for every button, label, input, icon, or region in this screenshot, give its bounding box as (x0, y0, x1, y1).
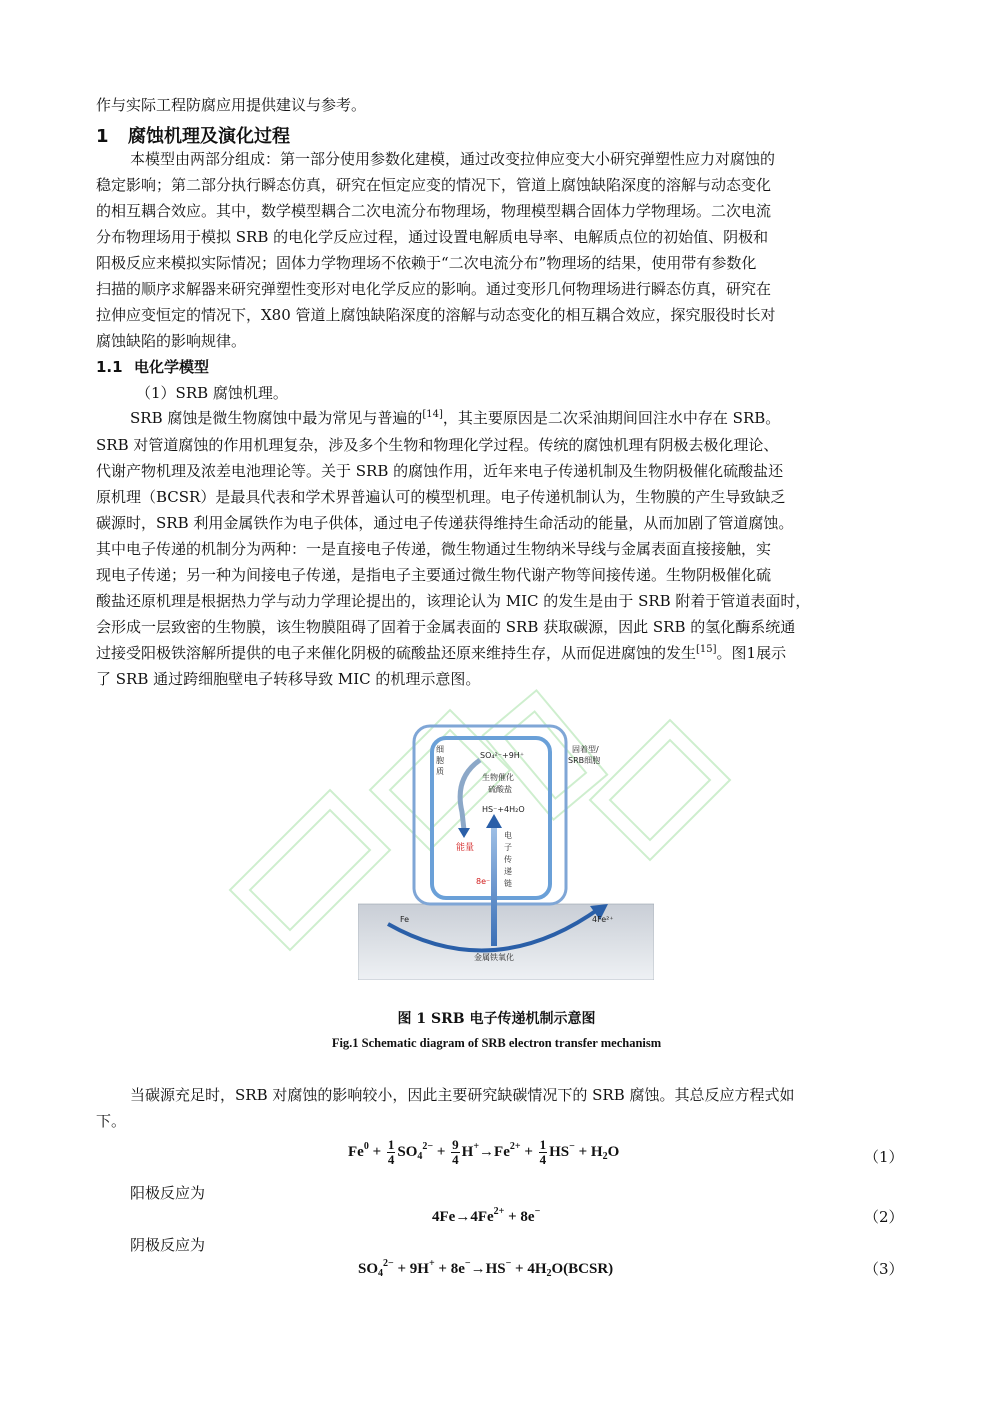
eq-term: 4Fe (470, 1209, 494, 1225)
equation-3-number: （3） (864, 1260, 904, 1278)
text-span: SRB 腐蚀是微生物腐蚀中最为常见与普遍的 (130, 409, 423, 427)
label-srb-cell-2: SRB细胞 (568, 756, 601, 765)
text-line: 阴极反应为 (130, 1236, 206, 1254)
text-line: 碳源时，SRB 利用金属铁作为电子供体，通过电子传递获得维持生命活动的能量，从而加剧了管道腐蚀。 (96, 514, 794, 532)
subsection-number: 1.1 (96, 358, 123, 376)
label-cytoplasm-3: 质 (436, 767, 444, 776)
text-span: 。图1展示 (716, 644, 787, 662)
section-number: 1 (96, 126, 109, 147)
list-item: （1）SRB 腐蚀机理。 (136, 384, 288, 402)
text-line: 当碳源充足时，SRB 对腐蚀的影响较小，因此主要研究缺碳情况下的 SRB 腐蚀。其总反应方程式如 (130, 1086, 795, 1104)
label-chain-2: 子 (504, 843, 512, 852)
text-span: ，其主要原因是二次采油期间回注水中存在 SRB。 (442, 409, 781, 427)
section-title: 腐蚀机理及演化过程 (128, 126, 290, 147)
text-line: 稳定影响；第二部分执行瞬态仿真，研究在恒定应变的情况下，管道上腐蚀缺陷深度的溶解与动态变化 (96, 176, 772, 194)
text-line: 分布物理场用于模拟 SRB 的电化学反应过程，通过设置电解质电导率、电解质点位的初始值、阴极和 (96, 228, 769, 246)
eq-sup: − (534, 1206, 541, 1217)
text-line: 其中电子传递的机制分为两种：一是直接电子传递，微生物通过生物纳米导线与金属表面直接接触，实 (96, 540, 772, 558)
text-line: 代谢产物机理及浓差电池理论等。关于 SRB 的腐蚀作用，近年来电子传递机制及生物阴极催化硫酸盐还 (96, 462, 784, 480)
citation: [14] (422, 409, 443, 420)
section-heading (96, 122, 290, 148)
equation-2 (432, 1206, 540, 1226)
text-line: 阳极反应来模拟实际情况；固体力学物理场不依赖于“二次电流分布”物理场的结果，使用带有参数化 (96, 254, 757, 272)
label-chain-1: 电 (504, 831, 512, 840)
text-line (96, 640, 896, 666)
text-line: 原机理（BCSR）是最具代表和学术界普遍认可的模型机理。电子传递机制认为，生物膜的产生导致缺乏 (96, 488, 786, 506)
text-line: 现电子传递；另一种为间接电子传递，是指电子主要通过微生物代谢产物等间接传递。生物阴极催化硫 (96, 566, 772, 584)
eq-sup: 2+ (493, 1206, 505, 1217)
subsection-heading (96, 356, 209, 377)
label-cytoplasm-2: 胞 (436, 756, 444, 765)
label-bio-catalysis-1: 生物催化 (482, 773, 514, 782)
label-srb-cell-1: 固着型/ (572, 745, 599, 754)
label-fe: Fe (400, 915, 410, 924)
label-bio-catalysis-2: 硫酸盐 (488, 785, 512, 794)
label-iron-oxidation: 金属铁氧化 (474, 953, 514, 962)
text-line: 下。 (96, 1112, 127, 1130)
label-8e: 8e⁻ (476, 877, 491, 886)
text-line: 作与实际工程防腐应用提供建议与参考。 (96, 96, 367, 114)
text-line: 了 SRB 通过跨细胞壁电子转移导致 MIC 的机理示意图。 (96, 670, 481, 688)
label-hs: HS⁻+4H₂O (482, 805, 525, 814)
label-so4: SO₄²⁻+9H⁺ (480, 751, 525, 760)
eq-term: + 8e (504, 1209, 535, 1225)
text-line (130, 405, 930, 431)
electron-chain-arrow (491, 826, 497, 946)
srb-mechanism-figure (358, 722, 654, 980)
label-chain-3: 传 (504, 855, 512, 864)
equation-2-number: （2） (864, 1208, 904, 1226)
figure-caption-cn: 图 1 SRB 电子传递机制示意图 (397, 1011, 596, 1027)
equation-1: $Fe^0$ + $\frac{1}{4}$ $SO_4^{2-}$ + $\frac{9}{4}$ $H^+\to Fe^{2+}$ + $\frac{1}{4}$ $HS^- + H_2O$ (348, 1137, 620, 1167)
label-fe2: 4Fe²⁺ (592, 915, 614, 924)
equation-3: $SO_4^{2-} + 9H^+ + 8e^-\to HS^-$ + $4H_2O(BCSR)$ (358, 1258, 614, 1279)
label-chain-4: 递 (504, 867, 512, 876)
text-line: 阳极反应为 (130, 1184, 206, 1202)
text-line: SRB 对管道腐蚀的作用机理复杂，涉及多个生物和物理化学过程。传统的腐蚀机理有阴极去极化理论、 (96, 436, 779, 454)
text-line: 酸盐还原机理是根据热力学与动力学理论提出的，该理论认为 MIC 的发生是由于 SRB 附着于管道表面时， (96, 592, 811, 610)
so4-reduction-arrow (460, 760, 480, 830)
citation: [15] (696, 644, 717, 655)
eq-term: 4Fe (432, 1209, 456, 1225)
label-cytoplasm-1: 细 (436, 745, 444, 754)
subsection-title: 电化学模型 (134, 358, 210, 376)
text-line: 腐蚀缺陷的影响规律。 (96, 332, 247, 350)
text-line: 本模型由两部分组成：第一部分使用参数化建模，通过改变拉伸应变大小研究弹塑性应力对腐蚀的 (130, 150, 776, 168)
figure-caption-en: Fig.1 Schematic diagram of SRB electron transfer mechanism (331, 1036, 662, 1050)
eq-arrow: → (455, 1209, 471, 1225)
text-line: 的相互耦合效应。其中，数学模型耦合二次电流分布物理场，物理模型耦合固体力学物理场。二次电流 (96, 202, 772, 220)
label-chain-5: 链 (504, 879, 512, 888)
text-span: 过接受阳极铁溶解所提供的电子来催化阴极的硫酸盐还原来维持生存，从而促进腐蚀的发生 (96, 644, 697, 662)
label-energy: 能量 (456, 843, 475, 853)
text-line: 扫描的顺序求解器来研究弹塑性变形对电化学反应的影响。通过变形几何物理场进行瞬态仿真，研究在 (96, 280, 772, 298)
text-line: 会形成一层致密的生物膜，该生物膜阻碍了固着于金属表面的 SRB 获取碳源，因此 SRB 的氢化酶系统通 (96, 618, 796, 636)
equation-1-number: （1） (864, 1148, 904, 1166)
text-line: 拉伸应变恒定的情况下，X80 管道上腐蚀缺陷深度的溶解与动态变化的相互耦合效应，探究服役时长对 (96, 306, 776, 324)
